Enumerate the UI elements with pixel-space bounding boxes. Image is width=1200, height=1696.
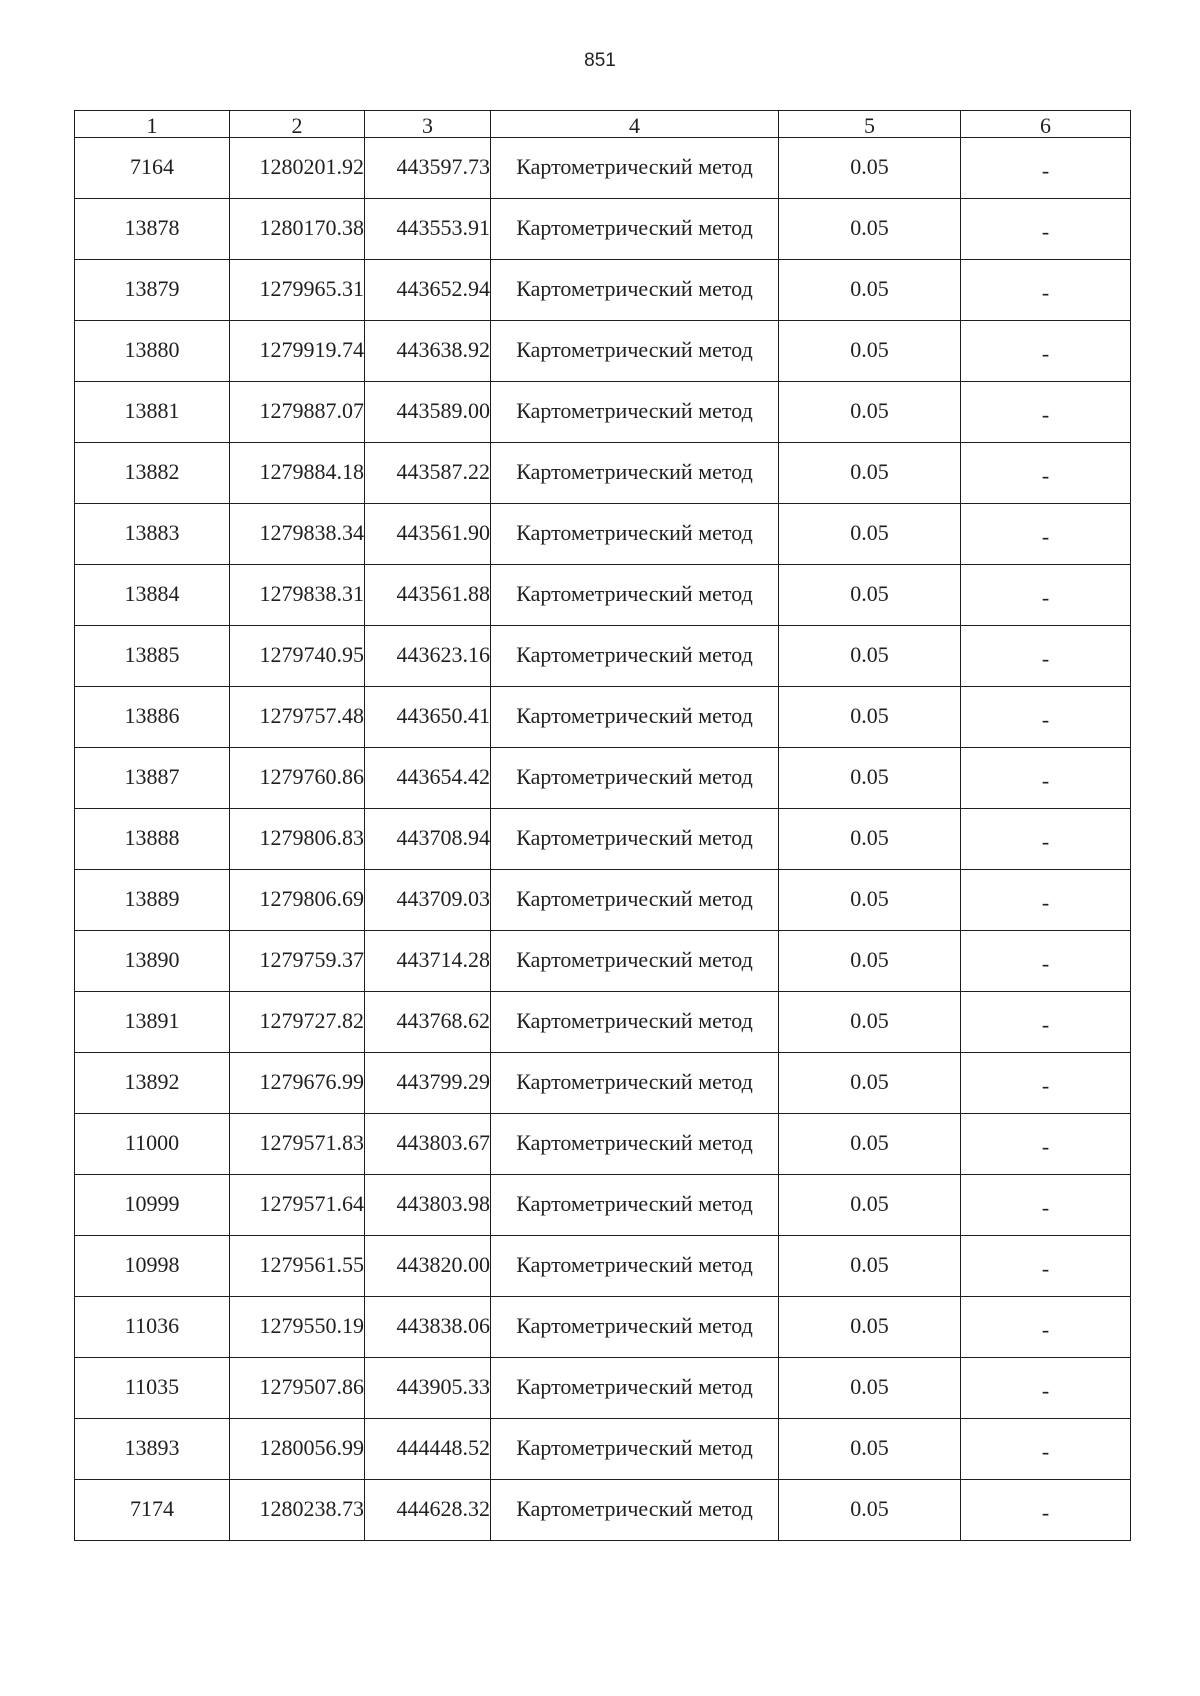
y-coordinate-cell: 443708.94: [365, 809, 491, 870]
note-cell: -: [961, 809, 1131, 870]
method-cell: Картометрический метод: [491, 870, 779, 931]
accuracy-cell: 0.05: [779, 1053, 961, 1114]
column-header-2: 2: [230, 111, 365, 138]
table-row: [75, 931, 1131, 992]
x-coordinate-cell: 1279727.82: [230, 992, 365, 1053]
x-coordinate-cell: 1279759.37: [230, 931, 365, 992]
y-coordinate-cell: 444448.52: [365, 1419, 491, 1480]
note-cell: -: [961, 992, 1131, 1053]
table-row: [75, 382, 1131, 443]
x-coordinate-cell: 1279838.34: [230, 504, 365, 565]
column-header-3: 3: [365, 111, 491, 138]
x-coordinate-cell: 1279507.86: [230, 1358, 365, 1419]
x-coordinate-cell: 1279571.64: [230, 1175, 365, 1236]
table-row: [75, 1114, 1131, 1175]
y-coordinate-cell: 443654.42: [365, 748, 491, 809]
table-row: [75, 565, 1131, 626]
note-cell: -: [961, 1175, 1131, 1236]
y-coordinate-cell: 443803.98: [365, 1175, 491, 1236]
accuracy-cell: 0.05: [779, 138, 961, 199]
method-cell: Картометрический метод: [491, 382, 779, 443]
column-header-1: 1: [75, 111, 230, 138]
note-cell: -: [961, 870, 1131, 931]
x-coordinate-cell: 1279757.48: [230, 687, 365, 748]
method-cell: Картометрический метод: [491, 321, 779, 382]
point-number-cell: 13878: [75, 199, 230, 260]
method-cell: Картометрический метод: [491, 1114, 779, 1175]
accuracy-cell: 0.05: [779, 199, 961, 260]
y-coordinate-cell: 443714.28: [365, 931, 491, 992]
point-number-cell: 13887: [75, 748, 230, 809]
method-cell: Картометрический метод: [491, 1480, 779, 1541]
method-cell: Картометрический метод: [491, 260, 779, 321]
x-coordinate-cell: 1280201.92: [230, 138, 365, 199]
method-cell: Картометрический метод: [491, 626, 779, 687]
accuracy-cell: 0.05: [779, 1419, 961, 1480]
point-number-cell: 11036: [75, 1297, 230, 1358]
method-cell: Картометрический метод: [491, 1419, 779, 1480]
note-cell: -: [961, 504, 1131, 565]
note-cell: -: [961, 260, 1131, 321]
x-coordinate-cell: 1279740.95: [230, 626, 365, 687]
x-coordinate-cell: 1279676.99: [230, 1053, 365, 1114]
y-coordinate-cell: 444628.32: [365, 1480, 491, 1541]
accuracy-cell: 0.05: [779, 748, 961, 809]
accuracy-cell: 0.05: [779, 809, 961, 870]
method-cell: Картометрический метод: [491, 1053, 779, 1114]
note-cell: -: [961, 443, 1131, 504]
y-coordinate-cell: 443561.90: [365, 504, 491, 565]
y-coordinate-cell: 443820.00: [365, 1236, 491, 1297]
y-coordinate-cell: 443638.92: [365, 321, 491, 382]
x-coordinate-cell: 1279919.74: [230, 321, 365, 382]
y-coordinate-cell: 443768.62: [365, 992, 491, 1053]
point-number-cell: 13879: [75, 260, 230, 321]
accuracy-cell: 0.05: [779, 992, 961, 1053]
y-coordinate-cell: 443803.67: [365, 1114, 491, 1175]
point-number-cell: 13886: [75, 687, 230, 748]
table-row: [75, 870, 1131, 931]
point-number-cell: 13883: [75, 504, 230, 565]
method-cell: Картометрический метод: [491, 565, 779, 626]
accuracy-cell: 0.05: [779, 382, 961, 443]
note-cell: -: [961, 199, 1131, 260]
accuracy-cell: 0.05: [779, 1297, 961, 1358]
point-number-cell: 13893: [75, 1419, 230, 1480]
note-cell: -: [961, 687, 1131, 748]
accuracy-cell: 0.05: [779, 1114, 961, 1175]
accuracy-cell: 0.05: [779, 443, 961, 504]
method-cell: Картометрический метод: [491, 504, 779, 565]
x-coordinate-cell: 1279806.69: [230, 870, 365, 931]
table-header: [75, 111, 1131, 138]
method-cell: Картометрический метод: [491, 1297, 779, 1358]
y-coordinate-cell: 443905.33: [365, 1358, 491, 1419]
point-number-cell: 13891: [75, 992, 230, 1053]
y-coordinate-cell: 443589.00: [365, 382, 491, 443]
table-row: [75, 626, 1131, 687]
method-cell: Картометрический метод: [491, 1358, 779, 1419]
method-cell: Картометрический метод: [491, 992, 779, 1053]
accuracy-cell: 0.05: [779, 870, 961, 931]
page-number: 851: [584, 50, 616, 71]
header-row: [75, 111, 1131, 138]
x-coordinate-cell: 1279884.18: [230, 443, 365, 504]
x-coordinate-cell: 1279838.31: [230, 565, 365, 626]
note-cell: -: [961, 1480, 1131, 1541]
method-cell: Картометрический метод: [491, 748, 779, 809]
accuracy-cell: 0.05: [779, 260, 961, 321]
method-cell: Картометрический метод: [491, 199, 779, 260]
y-coordinate-cell: 443623.16: [365, 626, 491, 687]
accuracy-cell: 0.05: [779, 321, 961, 382]
x-coordinate-cell: 1280056.99: [230, 1419, 365, 1480]
accuracy-cell: 0.05: [779, 626, 961, 687]
x-coordinate-cell: 1279550.19: [230, 1297, 365, 1358]
y-coordinate-cell: 443652.94: [365, 260, 491, 321]
table-row: [75, 992, 1131, 1053]
table-row: [75, 809, 1131, 870]
y-coordinate-cell: 443597.73: [365, 138, 491, 199]
table-body: [75, 138, 1131, 1541]
table-row: [75, 443, 1131, 504]
method-cell: Картометрический метод: [491, 138, 779, 199]
accuracy-cell: 0.05: [779, 504, 961, 565]
column-header-5: 5: [779, 111, 961, 138]
point-number-cell: 7174: [75, 1480, 230, 1541]
y-coordinate-cell: 443650.41: [365, 687, 491, 748]
note-cell: -: [961, 1236, 1131, 1297]
point-number-cell: 11035: [75, 1358, 230, 1419]
y-coordinate-cell: 443587.22: [365, 443, 491, 504]
x-coordinate-cell: 1279887.07: [230, 382, 365, 443]
y-coordinate-cell: 443553.91: [365, 199, 491, 260]
table-row: [75, 1358, 1131, 1419]
point-number-cell: 11000: [75, 1114, 230, 1175]
note-cell: -: [961, 1114, 1131, 1175]
table-row: [75, 260, 1131, 321]
accuracy-cell: 0.05: [779, 687, 961, 748]
note-cell: -: [961, 382, 1131, 443]
note-cell: -: [961, 931, 1131, 992]
y-coordinate-cell: 443799.29: [365, 1053, 491, 1114]
table-row: [75, 1236, 1131, 1297]
x-coordinate-cell: 1279965.31: [230, 260, 365, 321]
point-number-cell: 13885: [75, 626, 230, 687]
x-coordinate-cell: 1279561.55: [230, 1236, 365, 1297]
note-cell: -: [961, 565, 1131, 626]
point-number-cell: 10999: [75, 1175, 230, 1236]
table-row: [75, 138, 1131, 199]
coordinates-table: [74, 110, 1131, 1541]
point-number-cell: 13880: [75, 321, 230, 382]
x-coordinate-cell: 1280238.73: [230, 1480, 365, 1541]
column-header-4: 4: [491, 111, 779, 138]
table-row: [75, 321, 1131, 382]
note-cell: -: [961, 321, 1131, 382]
method-cell: Картометрический метод: [491, 1175, 779, 1236]
point-number-cell: 13892: [75, 1053, 230, 1114]
accuracy-cell: 0.05: [779, 1358, 961, 1419]
table-row: [75, 687, 1131, 748]
method-cell: Картометрический метод: [491, 809, 779, 870]
point-number-cell: 10998: [75, 1236, 230, 1297]
method-cell: Картометрический метод: [491, 443, 779, 504]
table-row: [75, 1053, 1131, 1114]
accuracy-cell: 0.05: [779, 1175, 961, 1236]
table-row: [75, 1419, 1131, 1480]
table-row: [75, 199, 1131, 260]
accuracy-cell: 0.05: [779, 931, 961, 992]
x-coordinate-cell: 1279571.83: [230, 1114, 365, 1175]
accuracy-cell: 0.05: [779, 565, 961, 626]
method-cell: Картометрический метод: [491, 687, 779, 748]
method-cell: Картометрический метод: [491, 931, 779, 992]
y-coordinate-cell: 443709.03: [365, 870, 491, 931]
note-cell: -: [961, 748, 1131, 809]
note-cell: -: [961, 138, 1131, 199]
note-cell: -: [961, 1297, 1131, 1358]
y-coordinate-cell: 443838.06: [365, 1297, 491, 1358]
table-row: [75, 1297, 1131, 1358]
x-coordinate-cell: 1279760.86: [230, 748, 365, 809]
accuracy-cell: 0.05: [779, 1236, 961, 1297]
point-number-cell: 7164: [75, 138, 230, 199]
table-row: [75, 504, 1131, 565]
note-cell: -: [961, 1358, 1131, 1419]
note-cell: -: [961, 1053, 1131, 1114]
table-row: [75, 748, 1131, 809]
table-row: [75, 1175, 1131, 1236]
point-number-cell: 13889: [75, 870, 230, 931]
column-header-6: 6: [961, 111, 1131, 138]
point-number-cell: 13881: [75, 382, 230, 443]
y-coordinate-cell: 443561.88: [365, 565, 491, 626]
table-row: [75, 1480, 1131, 1541]
method-cell: Картометрический метод: [491, 1236, 779, 1297]
accuracy-cell: 0.05: [779, 1480, 961, 1541]
point-number-cell: 13882: [75, 443, 230, 504]
note-cell: -: [961, 626, 1131, 687]
x-coordinate-cell: 1280170.38: [230, 199, 365, 260]
note-cell: -: [961, 1419, 1131, 1480]
x-coordinate-cell: 1279806.83: [230, 809, 365, 870]
point-number-cell: 13888: [75, 809, 230, 870]
point-number-cell: 13890: [75, 931, 230, 992]
point-number-cell: 13884: [75, 565, 230, 626]
